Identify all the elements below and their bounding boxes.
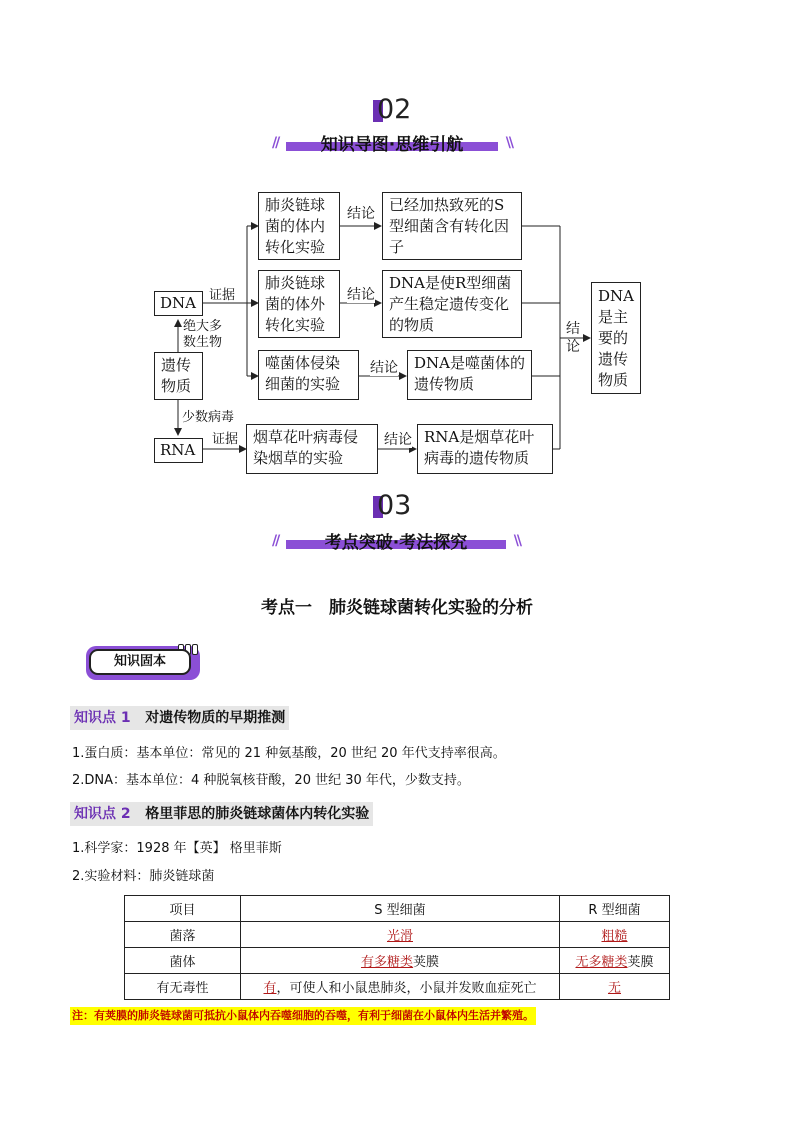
label-few-viruses: 少数病毒 — [182, 410, 235, 425]
table-header-cell: 项目 — [125, 896, 241, 922]
table-row — [125, 922, 670, 948]
final-conclusion-box: DNA是主要的遗传物质 — [591, 282, 641, 394]
table-cell: 粗糙 — [560, 922, 670, 948]
point2-line-2: 2.实验材料：肺炎链球菌 — [72, 869, 215, 884]
result-box-3: DNA是噬菌体的遗传物质 — [407, 350, 532, 400]
result-box-1: 已经加热致死的S型细菌含有转化因子 — [382, 192, 522, 260]
knowledge-tag-label: 知识固本 — [89, 649, 191, 675]
note-highlight: 注：有荚膜的肺炎链球菌可抵抗小鼠体内吞噬细胞的吞噬，有利于细菌在小鼠体内生活并繁殖。 — [70, 1007, 536, 1025]
section-number-03: 03 — [377, 490, 411, 521]
section-number-02: 02 — [377, 94, 411, 125]
table-header-cell: S 型细菌 — [241, 896, 560, 922]
table-header-cell: R 型细菌 — [560, 896, 670, 922]
section-title-03: 考点突破·考法探究 — [324, 533, 468, 553]
point2-line-1: 1.科学家：1928 年【英】 格里菲斯 — [72, 841, 282, 856]
label-evidence-dna: 证据 — [209, 288, 236, 303]
table-cell: 菌体 — [125, 948, 241, 974]
label-conclusion-4: 结论 — [384, 432, 412, 448]
result-box-4: RNA是烟草花叶病毒的遗传物质 — [417, 424, 553, 474]
bacteria-comparison-table — [124, 895, 670, 1000]
experiment-box-4: 烟草花叶病毒侵染烟草的实验 — [246, 424, 378, 474]
kaodian-heading: 考点一 肺炎链球菌转化实验的分析 — [261, 598, 533, 618]
section-banner-02: // 知识导图·思维引航 \\ — [272, 132, 512, 152]
experiment-box-1: 肺炎链球菌的体内转化实验 — [258, 192, 340, 260]
section-title-02: 知识导图·思维引航 — [320, 135, 464, 155]
label-conclusion-1: 结论 — [347, 206, 375, 222]
point1-line-1: 1.蛋白质：基本单位：常见的 21 种氨基酸，20 世纪 20 年代支持率很高。 — [72, 746, 506, 761]
genetic-material-box: 遗传物质 — [154, 352, 203, 400]
binder-rings — [178, 640, 202, 648]
label-conclusion-2: 结论 — [347, 287, 375, 303]
dna-box: DNA — [154, 291, 203, 316]
knowledge-point-2-heading: 知识点 2 格里菲思的肺炎链球菌体内转化实验 — [70, 802, 373, 826]
label-evidence-rna: 证据 — [212, 432, 239, 447]
table-row — [125, 948, 670, 974]
section-banner-03: // 考点突破·考法探究 \\ — [272, 530, 520, 550]
point1-line-2: 2.DNA：基本单位：4 种脱氧核苷酸，20 世纪 30 年代，少数支持。 — [72, 773, 470, 788]
table-cell: 有多糖类荚膜 — [241, 948, 560, 974]
table-cell: 无多糖类荚膜 — [560, 948, 670, 974]
experiment-box-3: 噬菌体侵染细菌的实验 — [258, 350, 359, 400]
result-box-2: DNA是使R型细菌产生稳定遗传变化的物质 — [382, 270, 522, 338]
label-most-organisms: 绝大多数生物 — [183, 319, 223, 350]
label-conclusion-final: 结论 — [566, 321, 580, 355]
table-cell: 菌落 — [125, 922, 241, 948]
knowledge-point-1-heading: 知识点 1 对遗传物质的早期推测 — [70, 706, 289, 730]
table-header-row — [125, 896, 670, 922]
experiment-box-2: 肺炎链球菌的体外转化实验 — [258, 270, 340, 338]
table-cell: 光滑 — [241, 922, 560, 948]
table-cell: 无 — [560, 974, 670, 1000]
table-cell: 有无毒性 — [125, 974, 241, 1000]
table-cell: 有，可使人和小鼠患肺炎，小鼠并发败血症死亡 — [241, 974, 560, 1000]
knowledge-tag — [86, 646, 202, 682]
rna-box: RNA — [154, 438, 203, 463]
table-row — [125, 974, 670, 1000]
label-conclusion-3: 结论 — [370, 360, 398, 376]
